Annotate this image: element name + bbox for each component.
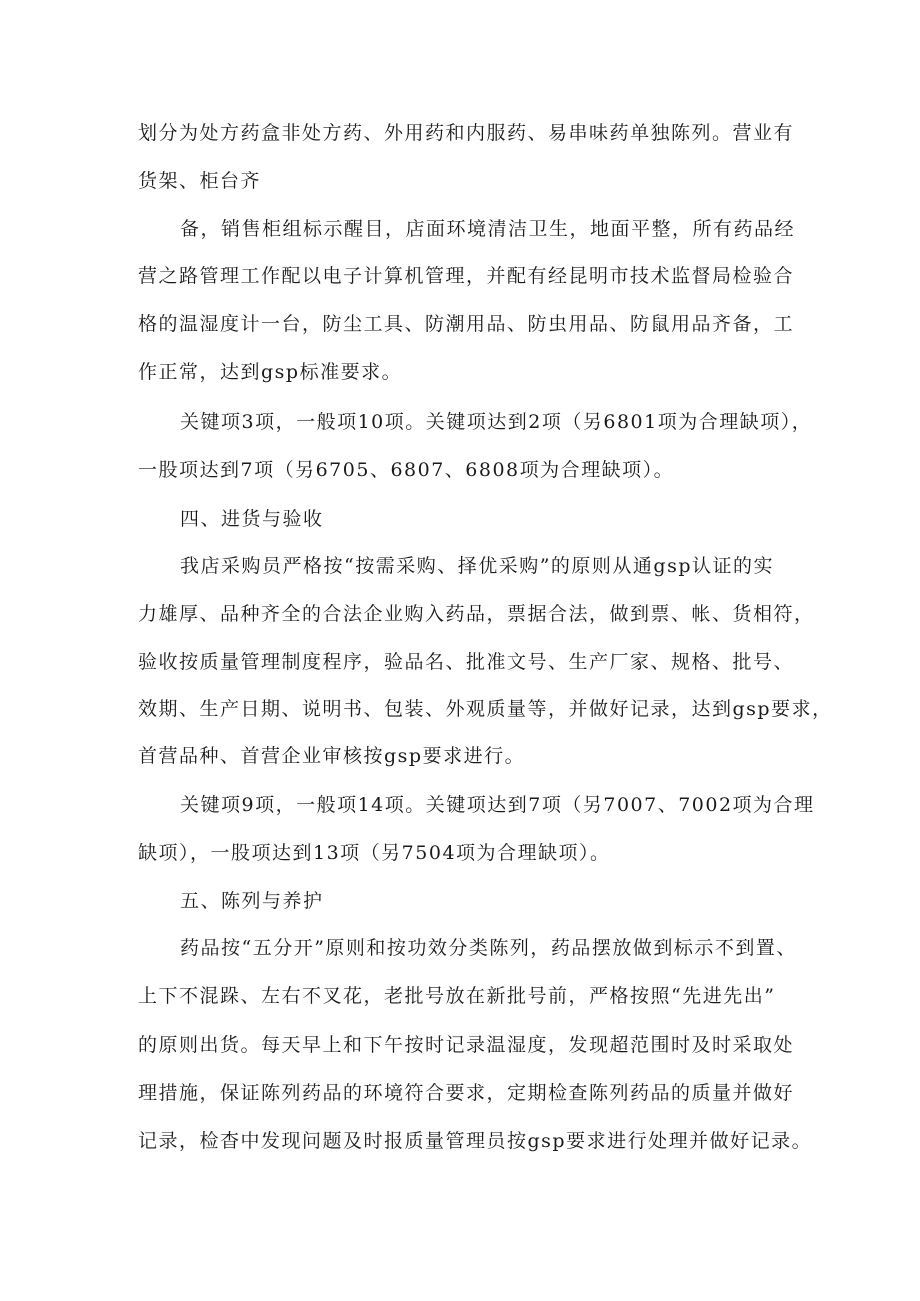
text-line: 我店采购员严格按“按需采购、择优采购”的原则从通gsp认证的实 [180, 555, 775, 577]
text-line: 划分为处方药盒非处方药、外用药和内服药、易串味药单独陈列。营业有 [138, 122, 795, 144]
section-heading: 五、陈列与养护 [180, 890, 324, 912]
text-line: 营之路管理工作配以电子计算机管理，并配有经昆明市技术监督局检验合 [138, 265, 795, 287]
text-line: 药品按“五分开”原则和按功效分类陈列，药品摆放做到标示不到置、 [180, 937, 797, 959]
text-line: 的原则出货。每天早上和下午按时记录温湿度，发现超范围时及时采取处 [138, 1034, 795, 1056]
text-line: 关键项3项，一般项10项。关键项达到2项（另6801项为合理缺项）， [180, 411, 813, 433]
text-line: 格的温湿度计一台，防尘工具、防潮用品、防虫用品、防鼠用品齐备，工 [138, 313, 795, 335]
text-line: 上下不混跺、左右不叉花，老批号放在新批号前，严格按照“先进先出” [138, 985, 776, 1007]
text-line: 效期、生产日期、说明书、包装、外观质量等，并做好记录，达到gsp要求， [138, 698, 833, 720]
text-line: 缺项），一股项达到13项（另7504项为合理缺项）。 [138, 842, 611, 864]
text-line: 验收按质量管理制度程序，验品名、批准文号、生产厂家、规格、批号、 [138, 651, 795, 673]
text-line: 备，销售柜组标示醒目，店面环境清洁卫生，地面平整，所有药品经 [180, 218, 796, 240]
text-line: 关键项9项，一般项14项。关键项达到7项（另7007、7002项为合理 [180, 794, 815, 816]
section-heading: 四、进货与验收 [180, 508, 324, 530]
text-line: 理措施，保证陈列药品的环境符合要求，定期检查陈列药品的质量并做好 [138, 1082, 795, 1104]
text-line: 一股项达到7项（另6705、6807、6808项为合理缺项）。 [138, 459, 675, 481]
text-line: 货架、柜台齐 [138, 170, 262, 192]
text-line: 作正常，达到gsp标准要求。 [138, 361, 403, 383]
text-line: 首营品种、首营企业审核按gsp要求进行。 [138, 745, 526, 767]
text-line: 记录，检杳中发现问题及时报质量管理员按gsp要求进行处理并做好记录。 [138, 1130, 813, 1152]
text-line: 力雄厚、品种齐全的合法企业购入药品，票据合法，做到票、帐、货相符， [138, 603, 815, 625]
